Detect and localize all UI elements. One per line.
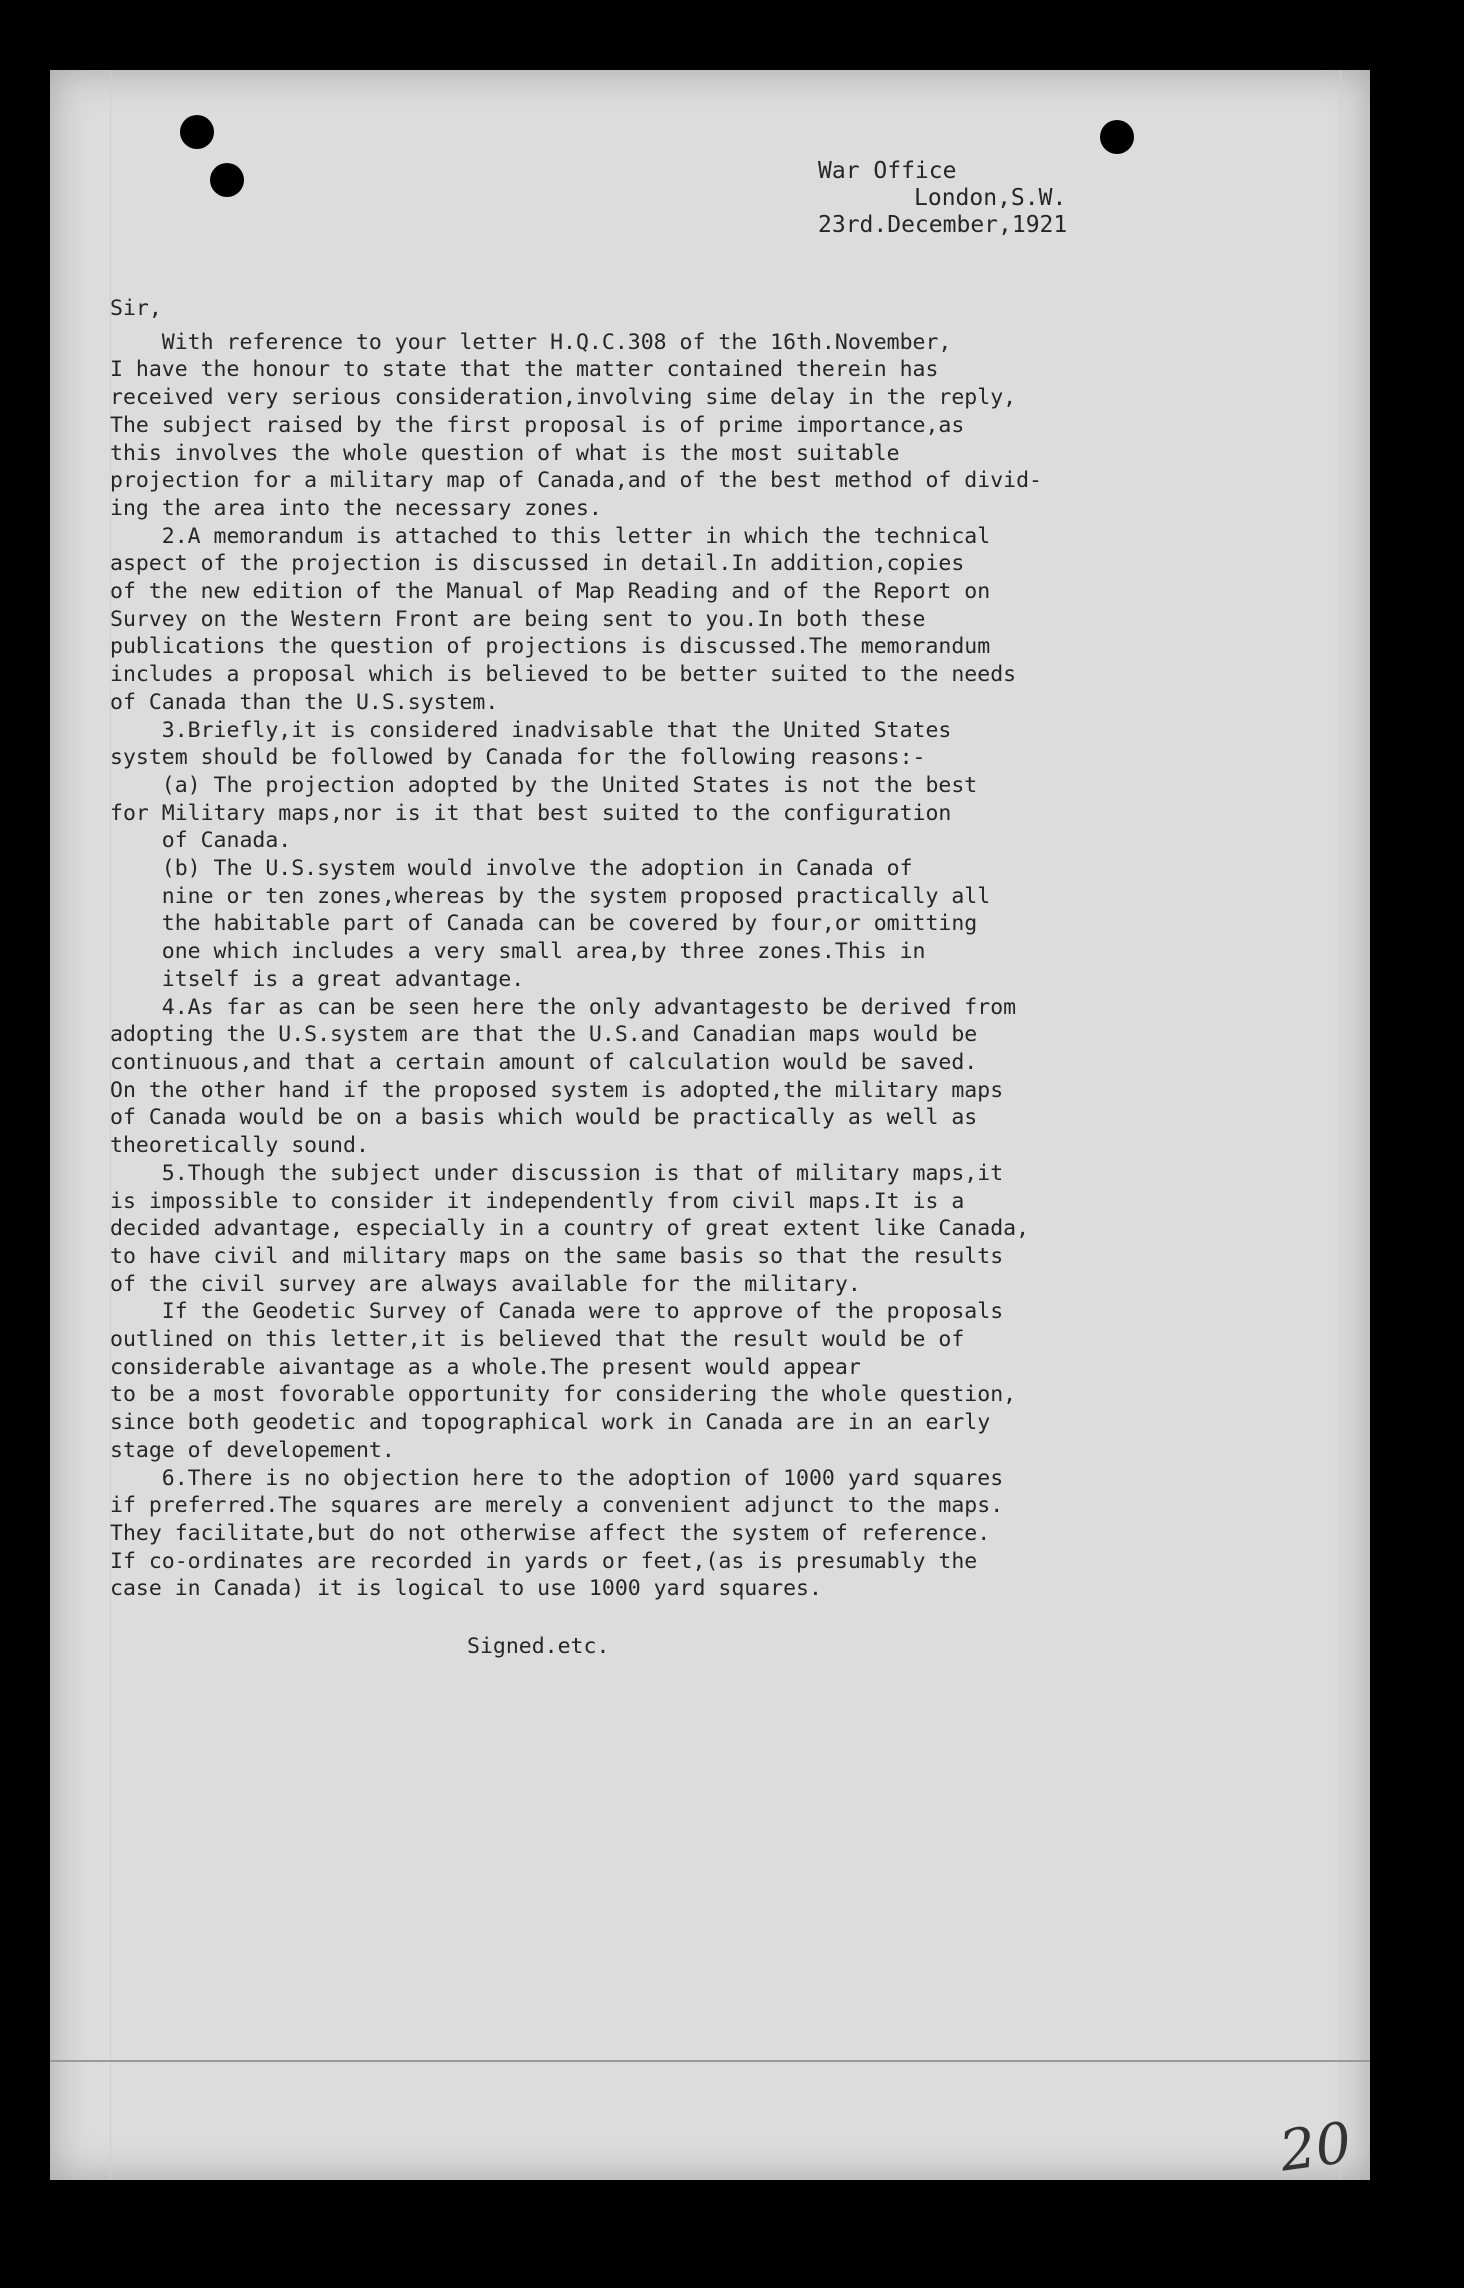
body-line: adopting the U.S.system are that the U.S.and Canadian maps would be [110,1022,978,1048]
body-line: Survey on the Western Front are being sent to you.In both these [110,606,926,632]
body-line: of Canada would be on a basis which would be practically as well as [110,1105,978,1131]
body-line: to have civil and military maps on the same basis so that the results [110,1243,1004,1269]
page-divider [50,2060,1370,2062]
body-line: considerable aivantage as a whole.The present would appear [110,1354,861,1380]
body-line: 4.As far as can be seen here the only advantagesto be derived from [110,994,1017,1020]
header-city: London,S.W. [914,185,1067,211]
body-line: to be a most fovorable opportunity for considering the whole question, [110,1382,1017,1408]
body-line: aspect of the projection is discussed in detail.In addition,copies [110,551,965,577]
body-line: stage of developement. [110,1437,395,1463]
page-number: 20 [1275,2110,1356,2185]
body-line: publications the question of projections is discussed.The memorandum [110,634,991,660]
body-line: theoretically sound. [110,1133,369,1159]
body-line: of Canada. [110,828,292,854]
body-line: The subject raised by the first proposal is of prime importance,as [110,412,965,438]
body-line: projection for a military map of Canada,and of the best method of divid- [110,468,1042,494]
header-date: 23rd.December,1921 [818,212,1068,238]
body-line: itself is a great advantage. [110,966,525,992]
body-line: case in Canada) it is logical to use 1000 yard squares. [110,1576,822,1602]
body-line: 2.A memorandum is attached to this letter in which the technical [110,523,991,549]
body-line: since both geodetic and topographical work in Canada are in an early [110,1410,991,1436]
body-line: one which includes a very small area,by three zones.This in [110,939,926,965]
body-line: includes a proposal which is believed to be better suited to the needs [110,662,1017,688]
body-line: is impossible to consider it independently from civil maps.It is a [110,1188,965,1214]
letter-body [110,295,1330,1661]
body-line: nine or ten zones,whereas by the system proposed practically all [110,883,991,909]
body-line: decided advantage, especially in a country of great extent like Canada, [110,1216,1030,1242]
body-line: 3.Briefly,it is considered inadvisable that the United States [110,717,952,743]
body-line: (b) The U.S.system would involve the adoption in Canada of [110,856,913,882]
body-line: ing the area into the necessary zones. [110,495,602,521]
punch-hole [180,115,214,149]
body-line: With reference to your letter H.Q.C.308 of the 16th.November, [110,329,952,355]
letter-header [818,158,1067,239]
body-line: If co-ordinates are recorded in yards or feet,(as is presumably the [110,1548,978,1574]
body-line: I have the honour to state that the matter contained therein has [110,357,939,383]
body-line: received very serious consideration,involving sime delay in the reply, [110,385,1017,411]
body-line: of Canada than the U.S.system. [110,689,499,715]
punch-hole [210,163,244,197]
body-line: system should be followed by Canada for the following reasons:- [110,745,926,771]
body-line: 6.There is no objection here to the adoption of 1000 yard squares [110,1465,1004,1491]
salutation: Sir, [110,296,162,321]
body-line: If the Geodetic Survey of Canada were to approve of the proposals [110,1299,1004,1325]
body-line: if preferred.The squares are merely a convenient adjunct to the maps. [110,1493,1004,1519]
body-line: They facilitate,but do not otherwise affect the system of reference. [110,1520,991,1546]
body-line: continuous,and that a certain amount of calculation would be saved. [110,1049,978,1075]
body-line: of the new edition of the Manual of Map Reading and of the Report on [110,579,991,605]
header-sender: War Office [818,158,957,184]
body-line: (a) The projection adopted by the United States is not the best [110,772,978,798]
body-line: the habitable part of Canada can be covered by four,or omitting [110,911,978,937]
body-line: 5.Though the subject under discussion is that of military maps,it [110,1160,1004,1186]
body-line: of the civil survey are always available for the military. [110,1271,861,1297]
body-line: On the other hand if the proposed system is adopted,the military maps [110,1077,1004,1103]
punch-hole [1100,120,1134,154]
body-line: outlined on this letter,it is believed that the result would be of [110,1327,965,1353]
body-line: this involves the whole question of what is the most suitable [110,440,900,466]
body-line: for Military maps,nor is it that best suited to the configuration [110,800,952,826]
signature-line: Signed.etc. [467,1634,610,1660]
